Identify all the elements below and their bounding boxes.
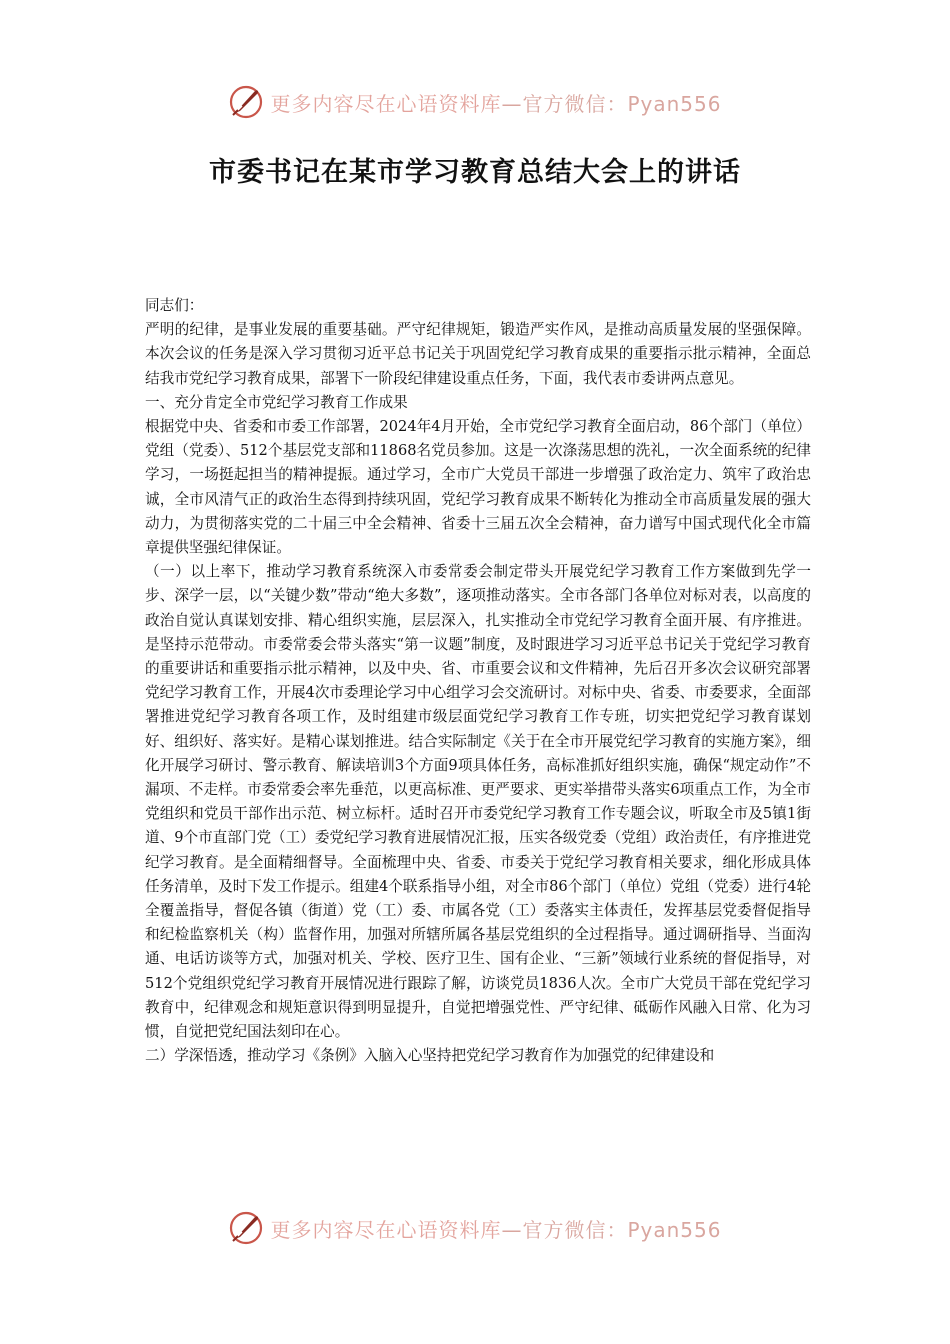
section-heading: 一、充分肯定全市党纪学习教育工作成果: [145, 393, 408, 411]
paragraph: 二）学深悟透，推动学习《条例》入脑入心坚持把党纪学习教育作为加强党的纪律建设和: [145, 1047, 715, 1065]
quill-pen-icon: [228, 84, 264, 120]
watermark-contact: —官方微信：Pyan556: [501, 1217, 722, 1242]
document-title: 市委书记在某市学习教育总结大会上的讲话: [209, 157, 741, 188]
quill-pen-icon: [228, 1210, 264, 1246]
watermark-text: 更多内容尽在心语资料库: [270, 1217, 502, 1242]
paragraph: 根据党中央、省委和市委工作部署，2024年4月开始，全市党纪学习教育全面启动，86个部门（单位）党组（党委）、512个基层党支部和11868名党员参加。这是一次涤荡思想的洗礼，一次全面系统的纪律学习，一场挺起担当的精神提振。通过学习，全市广大党员干部进一步增强了政治定力、筑牢了政治忠诚，全市风清气正的政治生态得到持续巩固，党纪学习教育成果不断转化为推动全市高质量发展的强大动力，为贯彻落实党的二十届三中全会精神、省委十三届五次全会精神，奋力谱写中国式现代化全市篇章提供坚强纪律保证。: [145, 418, 811, 557]
watermark-contact: —官方微信：Pyan556: [501, 91, 722, 116]
salutation: 同志们：: [145, 297, 204, 314]
watermark-text: 更多内容尽在心语资料库: [270, 91, 502, 116]
paragraph: （一）以上率下，推动学习教育系统深入市委常委会制定带头开展党纪学习教育工作方案做到先学一步、深学一层，以“关键少数”带动“绝大多数”，逐项推动落实。全市各部门各单位对标对表，以高度的政治自觉认真谋划安排、精心组织实施，层层深入，扎实推动全市党纪学习教育全面开展、有序推进。是坚持示范带动。市委常委会带头落实“第一议题”制度，及时跟进学习习近平总书记关于党纪学习教育的重要讲话和重要指示批示精神，以及中央、省、市重要会议和文件精神，先后召开多次会议研究部署党纪学习教育工作，开展4次市委理论学习中心组学习会交流研讨。对标中央、省委、市委要求，全面部署推进党纪学习教育各项工作，及时组建市级层面党纪学习教育工作专班，切实把党纪学习教育谋划好、组织好、落实好。是精心谋划推进。结合实际制定《关于在全市开展党纪学习教育的实施方案》，细化开展学习研讨、警示教育、解读培训3个方面9项具体任务，高标准抓好组织实施，确保“规定动作”不漏项、不走样。市委常委会率先垂范，以更高标准、更严要求、更实举措带头落实6项重点工作，为全市党组织和党员干部作出示范、树立标杆。适时召开市委党纪学习教育工作专题会议，听取全市及5镇1街道、9个市直部门党（工）委党纪学习教育进展情况汇报，压实各级党委（党组）政治责任，有序推进党纪学习教育。是全面精细督导。全面梳理中央、省委、市委关于党纪学习教育相关要求，细化形成具体任务清单，及时下发工作提示。组建4个联系指导小组，对全市86个部门（单位）党组（党委）进行4轮全覆盖指导，督促各镇（街道）党（工）委、市属各党（工）委落实主体责任，发挥基层党委督促指导和纪检监察机关（构）监督作用，加强对所辖所属各基层党组织的全过程指导。通过调研指导、当面沟通、电话访谈等方式，加强对机关、学校、医疗卫生、国有企业、“三新”领域行业系统的督促指导，对512个党组织党纪学习教育开展情况进行跟踪了解，访谈党员1836人次。全市广大党员干部在党纪学习教育中，纪律观念和规矩意识得到明显提升，自觉把增强党性、严守纪律、砥砺作风融入日常、化为习惯，自觉把党纪国法刻印在心。: [145, 563, 812, 1041]
watermark-banner-bottom: [0, 1208, 950, 1248]
watermark-banner-top: [0, 82, 950, 122]
paragraph: 严明的纪律，是事业发展的重要基础。严守纪律规矩，锻造严实作风，是推动高质量发展的坚强保障。本次会议的任务是深入学习贯彻习近平总书记关于巩固党纪学习教育成果的重要指示批示精神，全面总结我市党纪学习教育成果，部署下一阶段纪律建设重点任务，下面，我代表市委讲两点意见。: [145, 321, 811, 387]
document-body: [145, 294, 811, 1069]
